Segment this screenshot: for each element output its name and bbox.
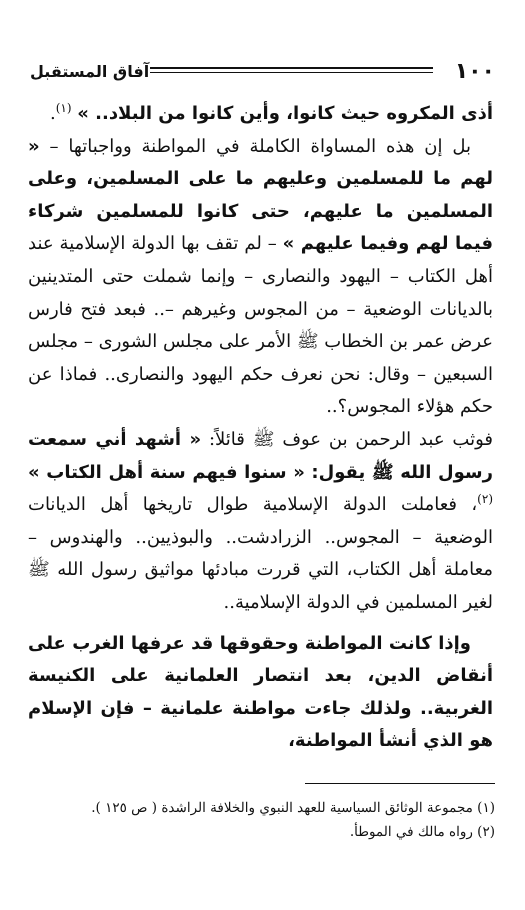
footnote-ref-1: (١) <box>55 101 72 115</box>
paragraph-1 <box>28 98 493 131</box>
paragraph-2 <box>28 131 493 424</box>
footnotes <box>30 796 495 844</box>
footnote-2: (٢) رواه مالك في الموطأ. <box>349 824 495 840</box>
paragraph-3 <box>28 424 493 620</box>
body-text <box>28 98 493 758</box>
header-rule <box>150 67 433 73</box>
paragraph-2-text-a: بل إن هذه المساواة الكاملة في المواطنة وواجباتها – <box>39 135 471 157</box>
quote-text: أذى المكروه حيث كانوا، وأين كانوا من البلاد.. » <box>77 103 493 124</box>
paragraph-3-text-b: ، فعاملت الدولة الإسلامية طوال تاريخها أهل الديانات الوضعية – المجوس.. الزرادشت.. والبوذيين.. والهندوس – معاملة أهل الكتاب، التي قررت مبادئها مواثيق رسول الله ﷺ لغير المسلمين في الدولة الإسلامية.. <box>28 494 493 613</box>
paragraph-4 <box>28 628 493 758</box>
page-number: ١٠٠ <box>454 59 495 84</box>
paragraph-4-text: وإذا كانت المواطنة وحقوقها قد عرفها الغرب على أنقاض الدين، بعد انتصار العلمانية على الكنيسة الغربية.. ولذلك جاءت مواطنة علمانية – فإن الإسلام هو الذي أنشأ المواطنة، <box>28 632 493 752</box>
page-header <box>30 60 495 86</box>
running-title: آفاق المستقبل <box>30 62 150 81</box>
paragraph-2-quote: « لهم ما للمسلمين وعليهم ما على المسلمين، وعلى المسلمين ما عليهم، حتى كانوا للمسلمين شركاء فيما لهم وفيما عليهم » <box>28 135 493 255</box>
footnote-separator <box>305 783 495 784</box>
paragraph-3-quote: « أشهد أني سمعت رسول الله ﷺ يقول: « سنوا فيهم سنة أهل الكتاب » <box>28 428 493 483</box>
footnote-ref-2: (٢) <box>477 492 493 507</box>
paragraph-3-text-a: فوثب عبد الرحمن بن عوف ﷺ قائلاً: <box>201 428 493 450</box>
paragraph-1-end: . <box>49 103 56 124</box>
footnote-1: (١) مجموعة الوثائق السياسية للعهد النبوي والخلافة الراشدة ( ص ١٢٥ ). <box>91 800 495 816</box>
paragraph-2-text-b: – لم تقف بها الدولة الإسلامية عند أهل الكتاب – اليهود والنصارى – وإنما شملت حتى المتدينين بالديانات الوضعية – من المجوس وغيرهم –.. فبعد فتح فارس عرض عمر بن الخطاب ﷺ الأمر على مجلس الشورى – مجلس السبعين – وقال: نحن نعرف حكم اليهود والنصارى.. فماذا عن حكم هؤلاء المجوس؟.. <box>28 233 493 418</box>
